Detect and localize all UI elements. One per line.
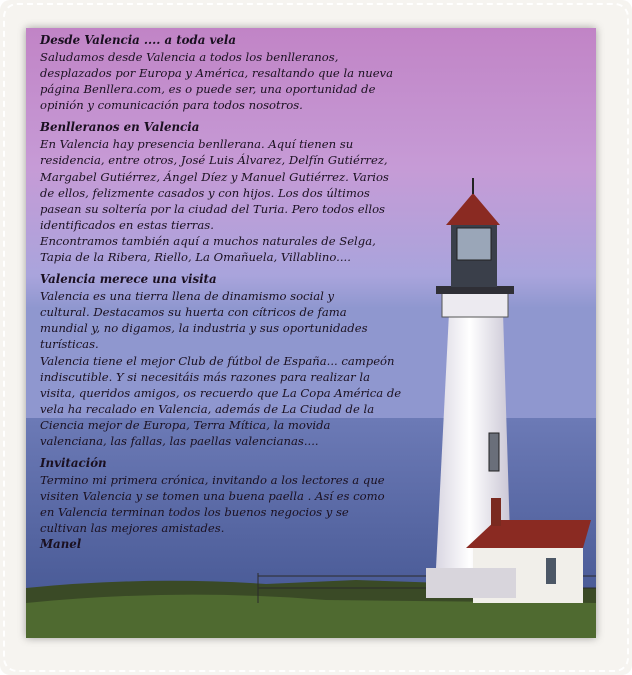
section-body-desde-valencia: Saludamos desde Valencia a todos los benlleranos, desplazados por Europa y América, resaltando que la nueva página Benllera.com, es o puede ser, una oportunidad de opinión y comunicación para todos nosotros.: [40, 50, 394, 113]
section-body-invitacion: Termino mi primera crónica, invitando a los lectores a que visiten Valencia y se tomen una buena paella . Así es como en Valencia terminan todos los buenos negocios y se cultivan las mejores amistades.: [40, 473, 385, 536]
lighthouse-photo: [26, 28, 596, 638]
section-title-invitacion: Invitación: [40, 456, 107, 471]
section-title-benlleranos: Benlleranos en Valencia: [40, 120, 200, 135]
section-body-visita: Valencia es una tierra llena de dinamismo social y cultural. Destacamos su huerta con cítricos de fama mundial y, no digamos, la industria y sus oportunidades turísticas. Valencia tiene el mejor Club de fútbol de España... campeón indiscutible. Y si necesitáis más razones para realizar la visita, queridos amigos, os recuerdo que La Copa América de vela ha recalado en Valencia, además de La Ciudad de la Ciencia mejor de Europa, Terra Mítica, la movida valenciana, las fallas, las paellas valencianas....: [40, 289, 402, 448]
section-title-desde-valencia: Desde Valencia .... a toda vela: [40, 33, 237, 47]
section-title-visita: Valencia merece una visita: [40, 272, 217, 287]
article-text: [40, 32, 450, 553]
section-body-benlleranos: En Valencia hay presencia benllerana. Aquí tienen su residencia, entre otros, José Luis Álvarez, Delfín Gutiérrez, Margabel Gutiérrez, Ángel Díez y Manuel Gutiérrez. Varios de ellos, felizmente casados y con hijos. Los dos últimos pasean su soltería por la ciudad del Turia. Pero todos ellos identificados en estas tierras. Encontramos también aquí a muchos naturales de Selga, Tapia de la Ribera, Riello, La Omañuela, Villablino....: [40, 137, 389, 265]
signature: Manel: [40, 537, 82, 552]
